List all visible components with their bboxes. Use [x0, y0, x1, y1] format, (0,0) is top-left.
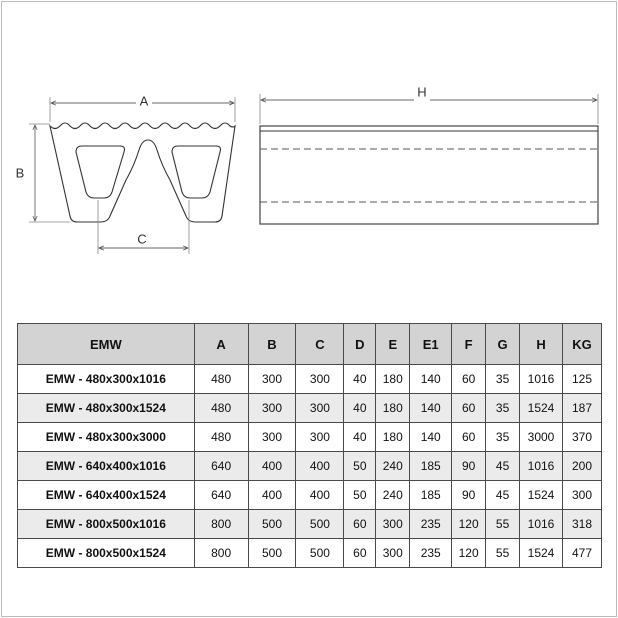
value-cell-d: 50 — [344, 452, 376, 481]
column-header-c: C — [296, 324, 344, 365]
value-cell-kg: 200 — [562, 452, 601, 481]
value-cell-e: 240 — [376, 452, 410, 481]
dimension-label-a: A — [139, 93, 149, 109]
value-cell-e1: 235 — [410, 510, 452, 539]
value-cell-c: 300 — [296, 365, 344, 394]
right-cavity — [172, 146, 221, 198]
value-cell-g: 35 — [486, 423, 520, 452]
value-cell-kg: 300 — [562, 481, 601, 510]
value-cell-e: 180 — [376, 394, 410, 423]
value-cell-c: 300 — [296, 423, 344, 452]
value-cell-f: 120 — [452, 510, 486, 539]
value-cell-h: 1016 — [520, 452, 563, 481]
value-cell-e1: 185 — [410, 452, 452, 481]
value-cell-b: 500 — [248, 510, 296, 539]
value-cell-a: 480 — [194, 365, 248, 394]
table-row — [18, 539, 602, 568]
value-cell-h: 1524 — [520, 539, 563, 568]
column-header-h: H — [520, 324, 563, 365]
dimension-label-h: H — [417, 84, 427, 100]
value-cell-e1: 235 — [410, 539, 452, 568]
value-cell-f: 60 — [452, 365, 486, 394]
value-cell-h: 1016 — [520, 510, 563, 539]
value-cell-c: 300 — [296, 394, 344, 423]
column-header-d: D — [344, 324, 376, 365]
table-row — [18, 510, 602, 539]
value-cell-a: 480 — [194, 423, 248, 452]
column-header-e1: E1 — [410, 324, 452, 365]
value-cell-kg: 318 — [562, 510, 601, 539]
value-cell-f: 90 — [452, 452, 486, 481]
value-cell-d: 40 — [344, 365, 376, 394]
dimension-label-b: B — [15, 165, 25, 181]
value-cell-a: 800 — [194, 539, 248, 568]
value-cell-g: 35 — [486, 394, 520, 423]
value-cell-e: 180 — [376, 423, 410, 452]
value-cell-f: 60 — [452, 394, 486, 423]
value-cell-kg: 477 — [562, 539, 601, 568]
column-header-e: E — [376, 324, 410, 365]
value-cell-f: 90 — [452, 481, 486, 510]
value-cell-a: 800 — [194, 510, 248, 539]
value-cell-g: 55 — [486, 539, 520, 568]
value-cell-b: 300 — [248, 394, 296, 423]
value-cell-kg: 370 — [562, 423, 601, 452]
value-cell-a: 640 — [194, 481, 248, 510]
column-header-model: EMW — [18, 324, 195, 365]
value-cell-c: 400 — [296, 481, 344, 510]
value-cell-a: 480 — [194, 394, 248, 423]
value-cell-e1: 185 — [410, 481, 452, 510]
model-cell: EMW - 640x400x1016 — [18, 452, 195, 481]
table-row — [18, 481, 602, 510]
column-header-kg: KG — [562, 324, 601, 365]
left-cavity — [76, 146, 125, 198]
table-row — [18, 452, 602, 481]
cross-section-view — [16, 93, 235, 254]
value-cell-e1: 140 — [410, 423, 452, 452]
table-row — [18, 365, 602, 394]
value-cell-h: 1524 — [520, 394, 563, 423]
column-header-g: G — [486, 324, 520, 365]
column-header-f: F — [452, 324, 486, 365]
value-cell-d: 50 — [344, 481, 376, 510]
value-cell-kg: 187 — [562, 394, 601, 423]
value-cell-d: 60 — [344, 539, 376, 568]
model-cell: EMW - 480x300x1524 — [18, 394, 195, 423]
value-cell-e: 300 — [376, 539, 410, 568]
side-view — [260, 84, 598, 224]
value-cell-d: 40 — [344, 423, 376, 452]
value-cell-e: 300 — [376, 510, 410, 539]
value-cell-e1: 140 — [410, 394, 452, 423]
value-cell-b: 300 — [248, 365, 296, 394]
table-row — [18, 423, 602, 452]
value-cell-d: 40 — [344, 394, 376, 423]
value-cell-c: 500 — [296, 539, 344, 568]
model-cell: EMW - 480x300x1016 — [18, 365, 195, 394]
dimension-label-c: C — [137, 231, 147, 247]
model-cell: EMW - 480x300x3000 — [18, 423, 195, 452]
value-cell-c: 500 — [296, 510, 344, 539]
spec-table — [17, 323, 602, 568]
column-header-b: B — [248, 324, 296, 365]
value-cell-g: 45 — [486, 452, 520, 481]
table-row — [18, 394, 602, 423]
cross-section-outline — [50, 123, 235, 222]
value-cell-f: 120 — [452, 539, 486, 568]
side-view-outline — [260, 126, 598, 224]
column-header-a: A — [194, 324, 248, 365]
value-cell-d: 60 — [344, 510, 376, 539]
value-cell-a: 640 — [194, 452, 248, 481]
value-cell-kg: 125 — [562, 365, 601, 394]
value-cell-h: 3000 — [520, 423, 563, 452]
value-cell-h: 1016 — [520, 365, 563, 394]
value-cell-g: 55 — [486, 510, 520, 539]
value-cell-e1: 140 — [410, 365, 452, 394]
value-cell-b: 500 — [248, 539, 296, 568]
value-cell-b: 400 — [248, 481, 296, 510]
model-cell: EMW - 800x500x1016 — [18, 510, 195, 539]
value-cell-b: 400 — [248, 452, 296, 481]
value-cell-b: 300 — [248, 423, 296, 452]
value-cell-e: 180 — [376, 365, 410, 394]
value-cell-f: 60 — [452, 423, 486, 452]
model-cell: EMW - 800x500x1524 — [18, 539, 195, 568]
value-cell-h: 1524 — [520, 481, 563, 510]
value-cell-c: 400 — [296, 452, 344, 481]
table-header-row — [18, 324, 602, 365]
value-cell-g: 35 — [486, 365, 520, 394]
value-cell-e: 240 — [376, 481, 410, 510]
model-cell: EMW - 640x400x1524 — [18, 481, 195, 510]
value-cell-g: 45 — [486, 481, 520, 510]
